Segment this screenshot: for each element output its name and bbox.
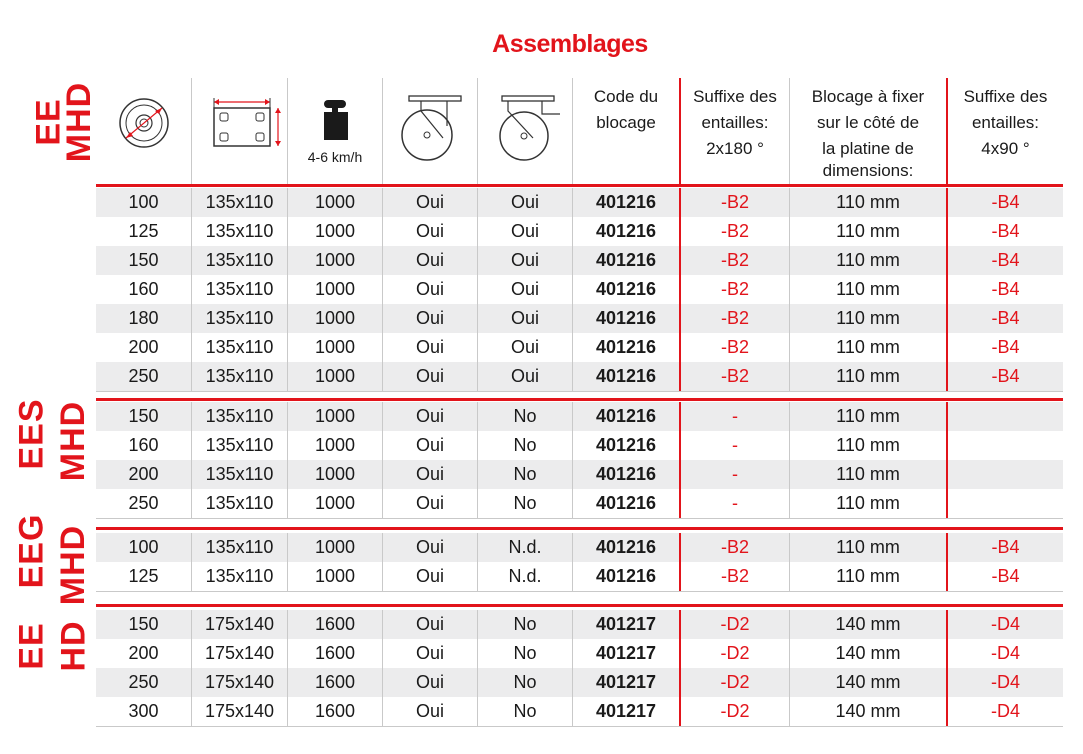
cell-suffix-4x90: -D4 [946, 668, 1063, 697]
cell-plate: 135x110 [191, 362, 287, 391]
cell-suffix-2x180: - [679, 460, 789, 489]
section-bottom-border [96, 726, 1063, 727]
cell-blocage-side: 110 mm [789, 533, 946, 562]
table-row [96, 431, 1063, 460]
header-suffix-b4-line-2: entailles: [971, 113, 1040, 132]
table-row [96, 188, 1063, 217]
table-row [96, 489, 1063, 518]
cell-suffix-4x90: -B4 [946, 217, 1063, 246]
header-suffix-b4-line-3: 4x90 ° [981, 139, 1030, 158]
cell-plate: 135x110 [191, 275, 287, 304]
cell-blocage-side: 110 mm [789, 217, 946, 246]
cell-diameter: 200 [128, 337, 159, 357]
header-suffix-b2-line-3: 2x180 ° [706, 139, 764, 158]
cell-swivel: No [477, 431, 572, 460]
cell-suffix-4x90 [946, 489, 1063, 518]
cell-diameter: 200 [128, 643, 159, 663]
cell-suffix-4x90: -B4 [946, 304, 1063, 333]
cell-swivel: Oui [477, 362, 572, 391]
cell-fixed: Oui [382, 533, 477, 562]
cell-swivel: No [477, 610, 572, 639]
cell-diameter: 150 [128, 250, 159, 270]
cell-fixed: Oui [382, 188, 477, 217]
cell-code: 401216 [572, 304, 679, 333]
cell-plate: 135x110 [191, 333, 287, 362]
cell-plate: 175x140 [191, 697, 287, 726]
section-bottom-border [96, 391, 1063, 392]
section-bottom-border [96, 591, 1063, 592]
cell-blocage-side: 110 mm [789, 562, 946, 591]
cell-code: 401216 [572, 275, 679, 304]
header-swivel [477, 78, 572, 186]
header-suffix-b2-line-2: entailles: [701, 113, 769, 132]
cell-fixed: Oui [382, 610, 477, 639]
cell-fixed: Oui [382, 402, 477, 431]
cell-suffix-2x180: -B2 [679, 188, 789, 217]
cell-blocage-side: 110 mm [789, 246, 946, 275]
cell-code: 401216 [572, 533, 679, 562]
header-fixed [382, 78, 477, 186]
cell-load: 1000 [287, 402, 382, 431]
cell-diameter: 125 [128, 221, 159, 241]
cell-blocage-side: 110 mm [789, 333, 946, 362]
cell-plate: 175x140 [191, 639, 287, 668]
page-title: Assemblages [492, 30, 648, 58]
cell-plate: 135x110 [191, 562, 287, 591]
cell-diameter: 250 [128, 493, 159, 513]
cell-plate: 135x110 [191, 304, 287, 333]
header-blocage-line-1: Blocage à fixer [811, 87, 925, 106]
cell-code: 401216 [572, 562, 679, 591]
cell-fixed: Oui [382, 489, 477, 518]
cell-suffix-2x180: -B2 [679, 333, 789, 362]
cell-suffix-4x90: -B4 [946, 533, 1063, 562]
cell-suffix-4x90: -B4 [946, 246, 1063, 275]
cell-code: 401216 [572, 333, 679, 362]
table-row [96, 362, 1063, 391]
cell-diameter: 250 [128, 672, 159, 692]
cell-diameter: 125 [128, 566, 159, 586]
cell-suffix-2x180: -D2 [679, 697, 789, 726]
cell-fixed: Oui [382, 668, 477, 697]
header-suffix-b4-line-1: Suffixe des [963, 87, 1048, 106]
cell-code: 401216 [572, 188, 679, 217]
cell-code: 401216 [572, 362, 679, 391]
cell-plate: 135x110 [191, 217, 287, 246]
cell-code: 401216 [572, 217, 679, 246]
cell-swivel: Oui [477, 246, 572, 275]
cell-code: 401216 [572, 246, 679, 275]
section-label: HD [54, 620, 93, 672]
cell-suffix-4x90 [946, 460, 1063, 489]
cell-blocage-side: 110 mm [789, 489, 946, 518]
cell-blocage-side: 140 mm [789, 610, 946, 639]
cell-load: 1000 [287, 431, 382, 460]
cell-suffix-4x90: -D4 [946, 610, 1063, 639]
cell-plate: 135x110 [191, 431, 287, 460]
cell-suffix-2x180: -D2 [679, 610, 789, 639]
cell-plate: 135x110 [191, 533, 287, 562]
section-divider [96, 398, 1063, 401]
cell-swivel: No [477, 668, 572, 697]
cell-diameter: 160 [128, 279, 159, 299]
cell-suffix-4x90: -B4 [946, 362, 1063, 391]
header-blocage-line-3: la platine de [822, 139, 914, 158]
cell-blocage-side: 140 mm [789, 668, 946, 697]
section-divider [96, 604, 1063, 607]
table-row [96, 668, 1063, 697]
cell-suffix-2x180: -D2 [679, 668, 789, 697]
cell-fixed: Oui [382, 275, 477, 304]
section-divider [96, 184, 1063, 187]
cell-fixed: Oui [382, 246, 477, 275]
cell-swivel: No [477, 489, 572, 518]
cell-blocage-side: 110 mm [789, 431, 946, 460]
cell-load: 1000 [287, 275, 382, 304]
cell-suffix-4x90: -B4 [946, 188, 1063, 217]
cell-plate: 135x110 [191, 246, 287, 275]
cell-suffix-4x90: -B4 [946, 333, 1063, 362]
cell-load: 1000 [287, 246, 382, 275]
section-bottom-border [96, 518, 1063, 519]
cell-fixed: Oui [382, 217, 477, 246]
cell-fixed: Oui [382, 460, 477, 489]
table-row [96, 304, 1063, 333]
cell-swivel: No [477, 697, 572, 726]
cell-diameter: 250 [128, 366, 159, 386]
cell-blocage-side: 140 mm [789, 639, 946, 668]
cell-code: 401217 [572, 697, 679, 726]
header-blocage-line-4: dimensions: [822, 161, 914, 180]
cell-fixed: Oui [382, 562, 477, 591]
table-row [96, 217, 1063, 246]
cell-diameter: 150 [128, 406, 159, 426]
plate-dimensions-icon [192, 78, 288, 186]
header-blocage-line-2: sur le côté de [816, 113, 920, 132]
cell-diameter: 160 [128, 435, 159, 455]
table-row [96, 697, 1063, 726]
header-suffix-b2-line-1: Suffixe des [693, 87, 777, 106]
cell-blocage-side: 110 mm [789, 188, 946, 217]
cell-load: 1600 [287, 639, 382, 668]
swivel-caster-icon [478, 78, 573, 186]
cell-swivel: No [477, 402, 572, 431]
cell-swivel: Oui [477, 217, 572, 246]
cell-diameter: 100 [128, 192, 159, 212]
section-label: EES [12, 398, 51, 470]
cell-suffix-2x180: - [679, 489, 789, 518]
cell-code: 401217 [572, 668, 679, 697]
table-row [96, 460, 1063, 489]
header-blocage-side [789, 78, 946, 186]
cell-code: 401217 [572, 639, 679, 668]
cell-swivel: No [477, 639, 572, 668]
cell-load: 1000 [287, 333, 382, 362]
section-label: MHD [60, 81, 99, 163]
cell-load: 1600 [287, 668, 382, 697]
cell-plate: 135x110 [191, 188, 287, 217]
cell-code: 401216 [572, 431, 679, 460]
cell-suffix-2x180: -D2 [679, 639, 789, 668]
table-row [96, 639, 1063, 668]
cell-swivel: Oui [477, 275, 572, 304]
cell-fixed: Oui [382, 431, 477, 460]
cell-code: 401217 [572, 610, 679, 639]
cell-suffix-4x90: -D4 [946, 697, 1063, 726]
cell-blocage-side: 110 mm [789, 362, 946, 391]
cell-suffix-4x90 [946, 431, 1063, 460]
cell-suffix-4x90: -B4 [946, 275, 1063, 304]
table-row [96, 333, 1063, 362]
cell-load: 1000 [287, 362, 382, 391]
cell-load: 1600 [287, 610, 382, 639]
cell-code: 401216 [572, 460, 679, 489]
header-code-line-2: blocage [596, 113, 656, 132]
cell-blocage-side: 110 mm [789, 304, 946, 333]
cell-load: 1000 [287, 562, 382, 591]
cell-suffix-2x180: -B2 [679, 246, 789, 275]
cell-swivel: No [477, 460, 572, 489]
table-row [96, 275, 1063, 304]
cell-suffix-2x180: - [679, 431, 789, 460]
cell-load: 1000 [287, 460, 382, 489]
cell-plate: 175x140 [191, 668, 287, 697]
header-code [572, 78, 679, 186]
section-label: MHD [54, 524, 93, 606]
cell-fixed: Oui [382, 333, 477, 362]
table-row [96, 562, 1063, 591]
section-label: EE [29, 98, 68, 146]
table-row [96, 246, 1063, 275]
cell-blocage-side: 140 mm [789, 697, 946, 726]
cell-code: 401216 [572, 489, 679, 518]
cell-diameter: 100 [128, 537, 159, 557]
cell-load: 1000 [287, 489, 382, 518]
cell-fixed: Oui [382, 304, 477, 333]
cell-swivel: Oui [477, 188, 572, 217]
cell-blocage-side: 110 mm [789, 402, 946, 431]
cell-blocage-side: 110 mm [789, 460, 946, 489]
cell-suffix-4x90: -D4 [946, 639, 1063, 668]
header-suffix-b2 [679, 78, 789, 186]
cell-load: 1000 [287, 533, 382, 562]
table-row [96, 402, 1063, 431]
cell-suffix-4x90 [946, 402, 1063, 431]
cell-suffix-4x90: -B4 [946, 562, 1063, 591]
cell-load: 1000 [287, 188, 382, 217]
cell-fixed: Oui [382, 362, 477, 391]
cell-suffix-2x180: -B2 [679, 217, 789, 246]
header-plate [191, 78, 287, 186]
cell-load: 1600 [287, 697, 382, 726]
cell-plate: 135x110 [191, 460, 287, 489]
fixed-caster-icon [383, 78, 478, 186]
cell-diameter: 180 [128, 308, 159, 328]
cell-suffix-2x180: -B2 [679, 562, 789, 591]
cell-swivel: N.d. [477, 533, 572, 562]
cell-code: 401216 [572, 402, 679, 431]
section-label: MHD [54, 400, 93, 482]
cell-load: 1000 [287, 304, 382, 333]
cell-fixed: Oui [382, 697, 477, 726]
cell-suffix-2x180: - [679, 402, 789, 431]
cell-swivel: N.d. [477, 562, 572, 591]
wheel-diameter-icon [96, 78, 191, 186]
cell-suffix-2x180: -B2 [679, 533, 789, 562]
table-row [96, 533, 1063, 562]
cell-load: 1000 [287, 217, 382, 246]
cell-blocage-side: 110 mm [789, 275, 946, 304]
section-label: EE [12, 622, 51, 670]
cell-plate: 135x110 [191, 402, 287, 431]
header-suffix-b4 [946, 78, 1063, 186]
header-load [287, 78, 382, 186]
cell-suffix-2x180: -B2 [679, 304, 789, 333]
cell-diameter: 200 [128, 464, 159, 484]
speed-label: 4-6 km/h [307, 149, 363, 165]
cell-diameter: 300 [128, 701, 159, 721]
cell-plate: 135x110 [191, 489, 287, 518]
cell-fixed: Oui [382, 639, 477, 668]
header-diameter [96, 78, 191, 186]
cell-suffix-2x180: -B2 [679, 362, 789, 391]
header-code-line-1: Code du [593, 87, 659, 106]
section-divider [96, 527, 1063, 530]
cell-swivel: Oui [477, 333, 572, 362]
section-label: EEG [11, 513, 50, 589]
table-row [96, 610, 1063, 639]
cell-diameter: 150 [128, 614, 159, 634]
cell-plate: 175x140 [191, 610, 287, 639]
cell-suffix-2x180: -B2 [679, 275, 789, 304]
cell-swivel: Oui [477, 304, 572, 333]
